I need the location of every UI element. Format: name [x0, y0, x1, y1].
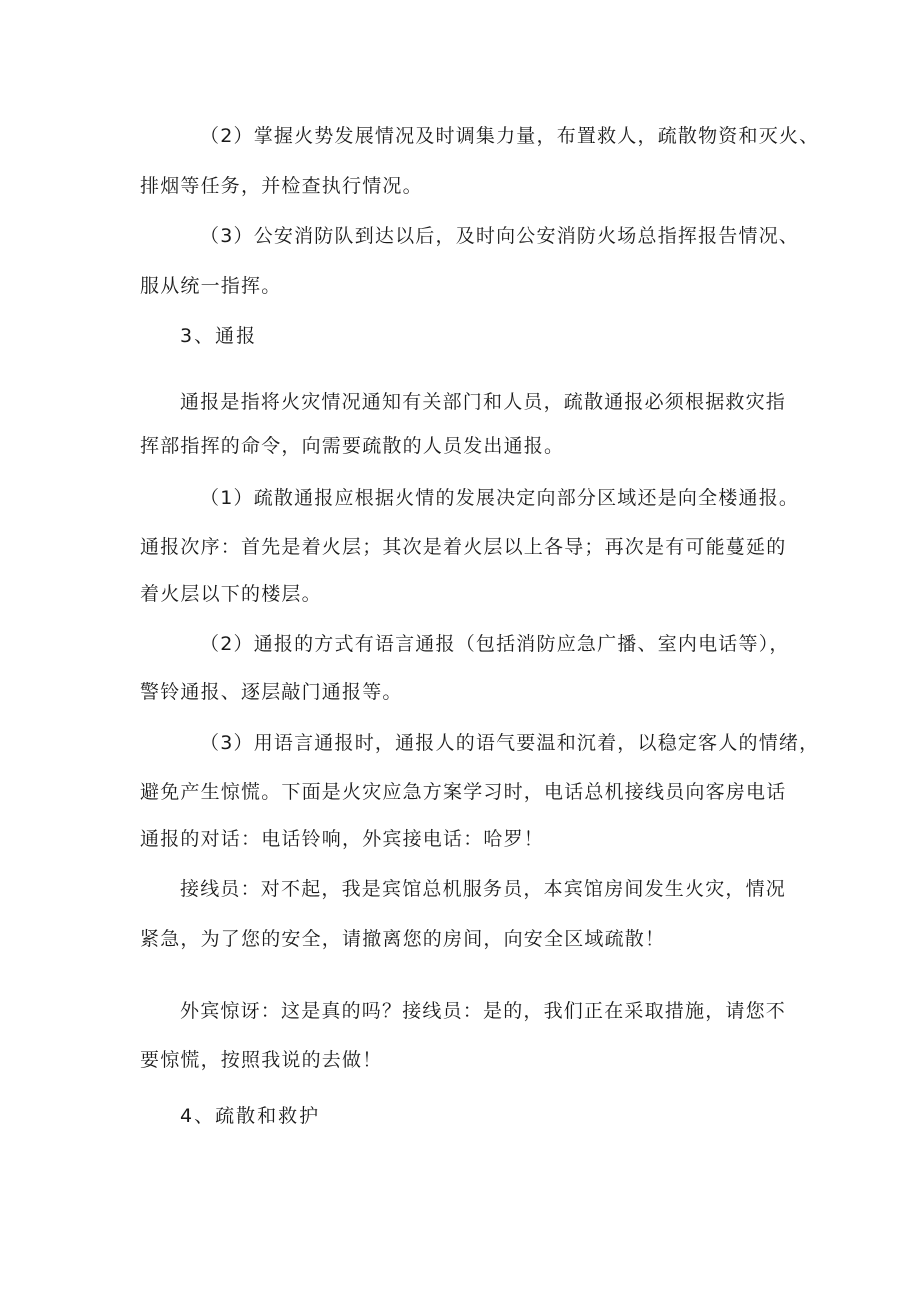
paragraph-line: 通报的对话：电话铃响，外宾接电话：哈罗！	[140, 828, 545, 850]
paragraph-line: 接线员：对不起，我是宾馆总机服务员，本宾馆房间发生火灾，情况	[180, 878, 787, 900]
paragraph-line: 服从统一指挥。	[140, 275, 282, 297]
paragraph-line: （1）疏散通报应根据火情的发展决定向部分区域还是向全楼通报。	[200, 487, 800, 509]
section-heading-3: 3、通报	[180, 325, 258, 347]
paragraph-line: （2）掌握火势发展情况及时调集力量，布置救人，疏散物资和灭火、	[200, 125, 820, 147]
paragraph-line: 紧急，为了您的安全，请撤离您的房间，向安全区域疏散！	[140, 928, 666, 950]
section-heading-4: 4、疏散和救护	[180, 1105, 321, 1127]
paragraph-line: （3）用语言通报时，通报人的语气要温和沉着，以稳定客人的情绪，	[200, 732, 820, 754]
paragraph-line: 警铃通报、逐层敲门通报等。	[140, 681, 403, 703]
paragraph-line: （3）公安消防队到达以后，及时向公安消防火场总指挥报告情况、	[200, 225, 800, 247]
paragraph-line: 着火层以下的楼层。	[140, 583, 322, 605]
paragraph-line: 通报次序：首先是着火层；其次是着火层以上各导；再次是有可能蔓延的	[140, 536, 787, 558]
paragraph-line: 挥部指挥的命令，向需要疏散的人员发出通报。	[140, 435, 565, 457]
paragraph-line: 排烟等任务，并检查执行情况。	[140, 175, 423, 197]
paragraph-line: 通报是指将火灾情况通知有关部门和人员，疏散通报必须根据救灾指	[180, 391, 787, 413]
paragraph-line: （2）通报的方式有语言通报（包括消防应急广播、室内电话等），	[200, 633, 790, 655]
paragraph-line: 要惊慌，按照我说的去做！	[140, 1049, 383, 1071]
paragraph-line: 避免产生惊慌。下面是火灾应急方案学习时，电话总机接线员向客房电话	[140, 781, 787, 803]
paragraph-line: 外宾惊讶：这是真的吗？接线员：是的，我们正在采取措施，请您不	[180, 1000, 787, 1022]
